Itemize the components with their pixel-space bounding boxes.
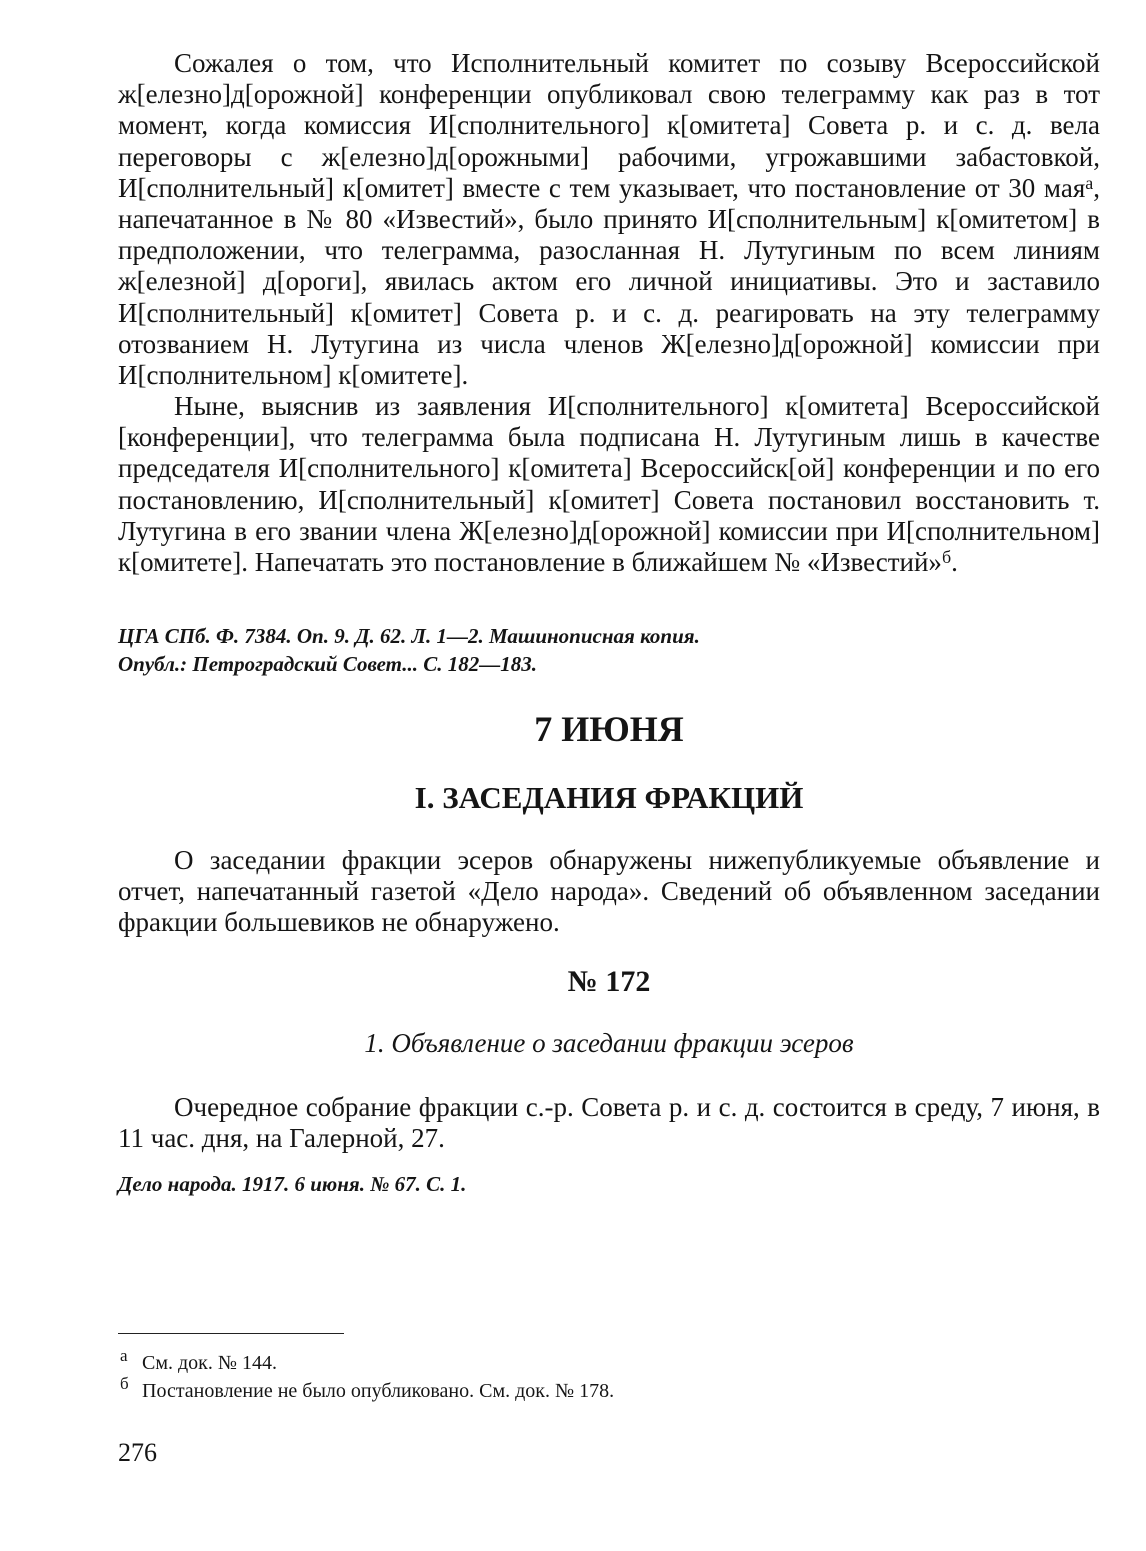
newspaper-source: Дело народа. 1917. 6 июня. № 67. С. 1. [118,1172,467,1196]
footnote-divider [118,1333,344,1334]
document-title: 1. Объявление о заседании фракции эсеров [364,1028,854,1058]
intro-paragraph: О заседании фракции эсеров обнаружены нижепубликуемые объявление и отчет, напечатанный газетой «Дело народа». Сведений об объявленном заседании фракции большевиков не обнаружено. [118,845,1100,938]
page-number: 276 [118,1438,157,1467]
footnote-a [120,1346,1042,1378]
announcement-paragraph: Очередное собрание фракции с.-р. Совета р. и с. д. состоится в среду, 7 июня, в 11 час. дня, на Галерной, 27. [118,1092,1100,1154]
footnote-ref-b[interactable]: б [941,547,952,568]
footnote-mark: б [120,1374,129,1393]
body-paragraph-1: Сожалея о том, что Исполнительный комитет по созыву Всероссийской ж[елезно]д[орожной] конференции опубликовал свою телеграмму как раз в тот момент, когда комиссия И[сполнительного] к[омитета] Совета р. и с. д. вела переговоры с ж[елезно]д[орожными] рабочими, угрожавшими забастовкой, И[сполнительный] к[омитет] вместе с тем указывает, что постановление от 30 мая$^а$, напечатанное в № 80 «Известий», было принято И[сполнительным] к[омитетом] в предположении, что телеграмма, разосланная Н. Лутугиным по всем линиям ж[елезной] д[ороги], явилась актом его личной инициативы. Это и заставило И[сполнительный] к[омитет] Совета р. и с. д. реагировать на эту телеграмму отозванием Н. Лутугина из числа членов Ж[елезно]д[орожной] комиссии при И[сполнительном] к[омитете]. [118,48,1100,391]
footnote-text: См. док. № 144. [142,1352,277,1374]
footnote-b [120,1374,1042,1406]
footnote-text: Постановление не было опубликовано. См. док. № 178. [142,1380,615,1402]
section-heading: I. ЗАСЕДАНИЯ ФРАКЦИЙ [414,780,804,815]
footnote-ref-a[interactable]: а [1085,172,1094,193]
archival-source-1 [118,622,1100,678]
archival-source-line: ЦГА СПб. Ф. 7384. Оп. 9. Д. 62. Л. 1—2. Машинописная копия. [118,624,700,648]
footnote-mark: а [120,1346,128,1365]
document-number: № 172 [567,965,651,998]
body-paragraph-2: Ныне, выяснив из заявления И[сполнительного] к[омитета] Всероссийской [конференции], что телеграмма была подписана Н. Лутугиным лишь в качестве председателя И[сполнительного] к[омитета] Всероссийск[ой] конференции и по его постановлению, И[сполнительный] к[омитет] Совета постановил восстановить т. Лутугина в его звании члена Ж[елезно]д[орожной] комиссии при И[сполнительном] к[омитете]. Напечатать это постановление в ближайшем № «Известий»$^б$. [118,391,1100,578]
date-heading: 7 ИЮНЯ [534,709,684,749]
publication-source-line: Опубл.: Петроградский Совет... С. 182—183. [118,652,538,676]
